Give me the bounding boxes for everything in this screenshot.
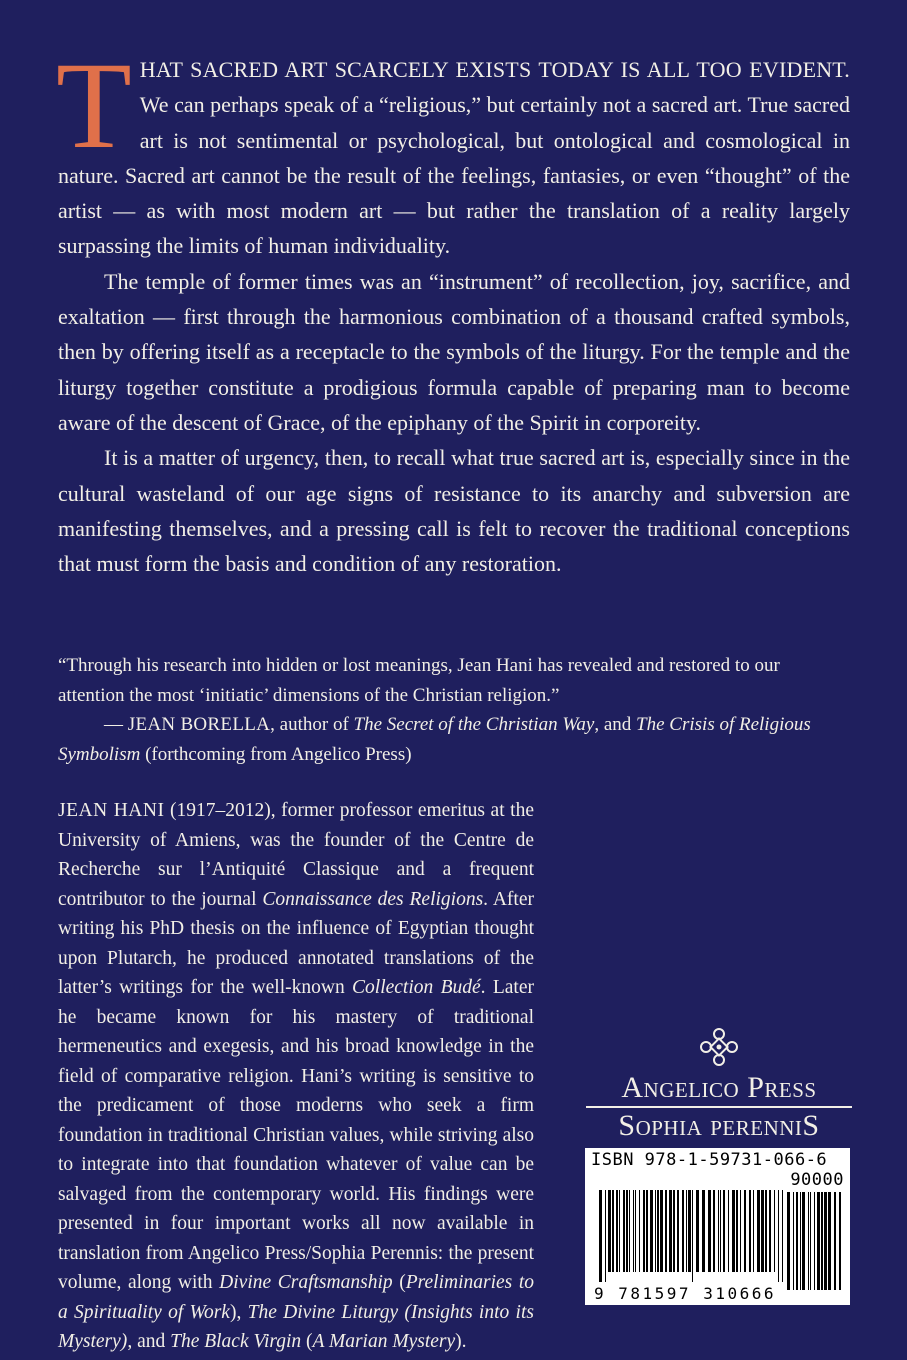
barcode-bar xyxy=(629,1190,630,1272)
barcode-bar xyxy=(696,1190,699,1272)
blurb-author: JEAN BORELLA xyxy=(127,714,271,735)
bio-work-1-subtitle: Preliminaries to a Spirituality of Work xyxy=(58,1272,535,1323)
bio-author-name: JEAN HANI xyxy=(58,800,165,821)
barcode-bar xyxy=(639,1190,640,1272)
description-opening-caps: HAT SACRED ART SCARCELY EXISTS TODAY IS ALL TOO EVIDENT. xyxy=(139,57,850,82)
blurb-book-1: The Secret of the Christian Way xyxy=(353,714,595,735)
bio-text-2: . After writing his PhD thesis on the influence of Egyptian thought upon Plutarch, he produced annotated translations of the latter’s writings for the well-known xyxy=(58,888,534,998)
bio-work-1-open: ( xyxy=(392,1272,406,1293)
publisher-divider xyxy=(586,1106,852,1108)
barcode-bar xyxy=(599,1190,602,1282)
barcode-bar xyxy=(723,1190,725,1272)
attribution-and: , and xyxy=(594,714,637,735)
barcode-bar xyxy=(692,1190,693,1282)
bio-work-2: The Divine Liturgy (Insights into its Mystery) xyxy=(58,1301,534,1352)
barcode-bar xyxy=(821,1192,823,1290)
barcode-bar xyxy=(619,1190,620,1272)
description-p1-body: We can perhaps speak of a “religious,” but certainly not a sacred art. True sacred art is not sentimental or psychological, but ontological and cosmological in nature. Sacred art cannot be the result of the feelings, fantasies, or even “thought” of the artist — as with most modern art — but rather the translation of a reality largely surpassing the limits of human individuality. xyxy=(58,92,850,259)
barcode-bar xyxy=(650,1190,653,1272)
barcode-bar xyxy=(682,1190,684,1272)
barcode-bar xyxy=(749,1190,751,1272)
barcode-bar xyxy=(765,1190,767,1272)
publisher-logo xyxy=(584,1027,854,1143)
attribution-dash: — xyxy=(104,714,128,735)
barcode-bar xyxy=(720,1190,721,1272)
barcode-bar xyxy=(660,1190,663,1272)
barcode-bar xyxy=(708,1190,711,1272)
barcode-bar xyxy=(824,1192,827,1290)
barcode-bar xyxy=(657,1190,659,1272)
bio-work-1-close: ), xyxy=(229,1301,248,1323)
bio-collection: Collection Budé xyxy=(352,977,481,998)
barcode-bar xyxy=(744,1190,746,1272)
description-paragraph-1 xyxy=(56,37,850,264)
description-text xyxy=(56,37,850,581)
description-paragraph-3: It is a matter of urgency, then, to recall what true sacred art is, especially since in the cultural wasteland of our age signs of resistance to its anarchy and subversion are manifesting themselves, and a pressing call is felt to recover the traditional conceptions that must form the basis and condition of any restoration. xyxy=(58,445,850,577)
bio-text-1: (1917–2012), former professor emeritus at the University of Amiens, was the founder of the Centre de Recherche sur l’Antiquité Classique and a frequent contributor to the journal xyxy=(58,800,534,910)
isbn-label: ISBN 978-1-59731-066-6 xyxy=(591,1150,828,1170)
barcode-bar xyxy=(713,1190,715,1272)
drop-cap: T xyxy=(56,37,132,174)
barcode-bar xyxy=(761,1190,764,1272)
ean-digits: 9 781597 310666 xyxy=(594,1284,776,1303)
bio-work-3: The Black Virgin xyxy=(170,1331,302,1352)
barcode-bar xyxy=(839,1192,841,1290)
barcode-bar xyxy=(633,1190,634,1272)
barcode-bar xyxy=(796,1192,798,1290)
barcode-bar xyxy=(623,1190,625,1272)
barcode-bar xyxy=(718,1190,719,1272)
barcode-bar xyxy=(635,1190,636,1272)
barcode-bar xyxy=(782,1190,783,1282)
barcode-bar xyxy=(605,1190,606,1282)
endorsement-blurb xyxy=(58,651,850,769)
publisher-name-1: Angelico Press xyxy=(621,1071,817,1104)
bio-work-3-subtitle: A Marian Mystery xyxy=(312,1331,456,1352)
barcode-bar xyxy=(814,1192,815,1290)
barcode-bar xyxy=(740,1190,741,1272)
publisher-name-2: Sophia perenniS xyxy=(618,1109,820,1142)
addon-barcode xyxy=(787,1192,843,1300)
barcode-bar xyxy=(769,1190,771,1272)
bio-work-3-close: ). xyxy=(455,1331,467,1352)
barcode-bar xyxy=(802,1192,805,1290)
cross-emblem-icon xyxy=(699,1027,739,1067)
ean-barcode xyxy=(599,1190,783,1282)
barcode-bar xyxy=(686,1190,687,1272)
barcode-bar xyxy=(646,1190,648,1272)
blurb-attribution xyxy=(58,710,850,769)
barcode-bar xyxy=(817,1192,820,1290)
barcode-bar xyxy=(643,1190,645,1272)
barcode-bar xyxy=(774,1190,775,1272)
attribution-tail: (forthcoming from Angelico Press) xyxy=(140,743,412,765)
barcode-bar xyxy=(608,1190,611,1272)
barcode-bar xyxy=(702,1190,705,1272)
bio-text-3: . Later he became known for his mastery of traditional hermeneutics and exegesis, and his broad knowledge in the field of comparative religion. Hani’s writing is sensitive to the predicament of those moderns who seek a firm foundation in traditional Christian values, while striving also to integrate into that foundation whatever of value can be salvaged from the contemporary world. His findings were presented in four important works all now available in translation from Angelico Press/Sophia Perennis: the present volume, along with xyxy=(58,977,535,1293)
barcode-bar xyxy=(753,1190,754,1272)
bio-work-1: Divine Craftsmanship xyxy=(219,1272,393,1293)
barcode-bar xyxy=(626,1190,628,1272)
blurb-quote: “Through his research into hidden or lost meanings, Jean Hani has revealed and restored to our attention the most ‘initiatic’ dimensions of the Christian religion.” xyxy=(58,655,780,706)
barcode-bar xyxy=(757,1190,760,1272)
barcode-bar xyxy=(669,1190,672,1272)
barcode-bar xyxy=(655,1190,656,1272)
barcode-bar xyxy=(834,1192,836,1290)
price-code: 90000 xyxy=(790,1170,844,1190)
bio-journal: Connaissance des Religions xyxy=(262,888,484,910)
barcode-bar xyxy=(665,1190,667,1272)
barcode-bar xyxy=(800,1192,801,1290)
barcode-bar xyxy=(612,1190,614,1272)
attribution-suffix: , author of xyxy=(270,714,354,735)
blurb-book-2: The Crisis of Religious Symbolism xyxy=(58,714,811,765)
barcode-panel xyxy=(585,1148,850,1305)
barcode-bar xyxy=(736,1190,738,1272)
barcode-bar xyxy=(616,1190,618,1272)
barcode-bar xyxy=(688,1190,691,1272)
barcode-bar xyxy=(732,1190,735,1272)
barcode-bar xyxy=(793,1192,794,1290)
barcode-bar xyxy=(677,1190,679,1272)
barcode-bar xyxy=(828,1192,831,1290)
bio-text-4: , and xyxy=(127,1331,171,1352)
barcode-bar xyxy=(778,1190,779,1282)
description-paragraph-2: The temple of former times was an “instrument” of recollection, joy, sacrifice, and exaltation — first through the harmonious combination of a thousand crafted symbols, then by offering itself as a receptacle to the symbols of the liturgy. For the temple and the liturgy together constitute a prodigious formula capable of preparing man to become aware of the descent of Grace, of the epiphany of the Spirit in corporeity. xyxy=(58,268,850,435)
barcode-bar xyxy=(728,1190,729,1272)
barcode-bar xyxy=(810,1192,811,1290)
barcode-bar xyxy=(808,1192,809,1290)
barcode-bar xyxy=(787,1192,790,1290)
barcode-bar xyxy=(673,1190,675,1272)
bio-work-3-open: ( xyxy=(301,1331,313,1352)
